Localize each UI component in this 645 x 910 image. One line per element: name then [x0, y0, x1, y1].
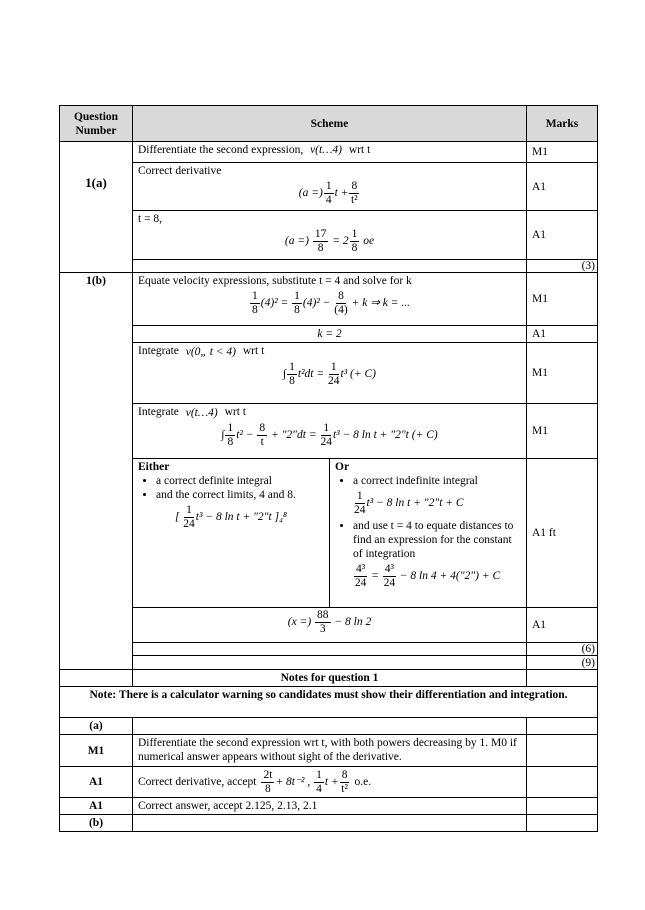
mark-scheme-table: [59, 105, 598, 832]
math-term: − 8 ln 2: [331, 616, 372, 629]
calculator-warning: Note: There is a calculator warning so candidates must show their differentiation and integration.: [60, 687, 598, 718]
note-mark: A1: [60, 767, 133, 798]
denominator: 4: [325, 194, 332, 206]
math-expression: [310, 143, 342, 157]
empty-cell: [527, 735, 598, 767]
math-term: t³ (+ C): [340, 367, 376, 380]
empty-cell: [133, 718, 527, 735]
scheme-cell: [133, 142, 527, 163]
math-term: v(t…4): [185, 406, 218, 419]
fraction: [183, 504, 195, 531]
empty-cell: [527, 798, 598, 815]
mark-cell: A1: [527, 163, 598, 211]
mark-cell: M1: [527, 404, 598, 459]
math-term: = 2: [329, 235, 349, 248]
scheme-cell: [133, 608, 527, 643]
math-term: ∫: [221, 428, 225, 441]
fraction: [383, 563, 396, 590]
mark-cell: A1: [527, 326, 598, 343]
math-term: t³ − 8 ln t + "2"t ]₄⁸: [195, 511, 288, 524]
numerator: 8: [338, 290, 344, 302]
scheme-text: Integrate: [138, 345, 179, 358]
fraction: [314, 769, 324, 796]
empty-cell: [133, 815, 527, 832]
math-term: v(0„ t < 4): [185, 345, 236, 358]
mark-cell: M1: [527, 273, 598, 326]
scheme-text: wrt t: [224, 406, 246, 419]
math-expression: [138, 290, 521, 317]
math-term: k = 2: [317, 328, 342, 341]
fraction: [324, 180, 334, 207]
math-expression: [288, 609, 372, 636]
numerator: 1: [316, 768, 322, 781]
note-text: Differentiate the second expression wrt t, with both powers decreasing by 1. M0 if numerical answer appears without sight of the derivative.: [133, 735, 527, 767]
notes-title: Notes for question 1: [133, 670, 527, 687]
denominator: 24: [183, 518, 195, 531]
math-term: [: [174, 511, 183, 524]
fraction: [225, 422, 235, 449]
scheme-cell: [133, 404, 527, 459]
numerator: 4³: [384, 563, 394, 576]
empty-cell: [133, 656, 527, 670]
fraction: [292, 290, 302, 317]
fraction: [261, 769, 274, 796]
math-term: t³ − 8 ln t + "2"t + C: [366, 497, 464, 510]
scheme-text: Equate velocity expressions, substitute t = 4 and solve for k: [138, 275, 412, 287]
either-bullet: • and the correct limits, 4 and 8.: [156, 488, 324, 502]
numerator: 8: [259, 421, 266, 434]
math-expression: [138, 361, 521, 388]
header-marks: Marks: [527, 106, 598, 142]
numerator: 8: [341, 768, 348, 781]
header-scheme: Scheme: [133, 106, 527, 142]
denominator: 24: [328, 374, 340, 387]
either-bullet: • a correct definite integral: [156, 474, 324, 488]
mark-cell: A1: [527, 211, 598, 260]
note-text: Correct derivative, accept: [138, 776, 257, 788]
or-title: Or: [335, 461, 350, 474]
numerator: 4³: [356, 563, 366, 576]
math-expression: [186, 345, 236, 359]
subtotal-1b: (6): [527, 643, 598, 656]
numerator: 8: [351, 180, 358, 192]
math-term: + "2"dt =: [268, 428, 320, 441]
grand-total: (9): [527, 656, 598, 670]
denominator: 8: [351, 242, 358, 254]
fraction: [350, 228, 360, 255]
question-label-1b: 1(b): [60, 273, 133, 670]
math-term: (4)² =: [260, 297, 292, 310]
scheme-cell: [133, 343, 527, 404]
note-text: o.e.: [354, 776, 372, 788]
fraction: [257, 422, 267, 449]
empty-cell: [527, 670, 598, 687]
denominator: t²: [341, 782, 348, 795]
note-cell: [133, 767, 527, 798]
fraction: [287, 361, 297, 388]
fraction: [349, 180, 359, 207]
numerator: 88: [317, 609, 329, 622]
scheme-text: t = 8,: [138, 213, 163, 225]
denominator: 4: [316, 782, 322, 795]
or-method: [330, 459, 527, 607]
subtotal-1a: (3): [527, 260, 598, 273]
math-term: t²dt =: [297, 367, 328, 380]
math-term: ∫: [283, 367, 287, 380]
empty-cell: [133, 643, 527, 656]
scheme-text: wrt t: [348, 144, 371, 156]
empty-cell: [527, 718, 598, 735]
denominator: 8: [294, 304, 300, 316]
math-term: t² −: [236, 428, 257, 441]
scheme-text: Integrate: [138, 406, 179, 419]
numerator: 17: [314, 228, 327, 240]
or-bullet: • a correct indefinite integral: [353, 474, 521, 488]
numerator: 1: [323, 421, 330, 434]
math-expression: [335, 563, 521, 590]
fraction: [313, 228, 329, 255]
math-term: + k ⇒ k = ...: [348, 297, 410, 310]
note-mark: A1: [60, 798, 133, 815]
mark-cell: M1: [527, 343, 598, 404]
denominator: 8: [265, 782, 271, 795]
scheme-cell: [133, 211, 527, 260]
numerator: 2t: [263, 768, 273, 781]
either-or-split: [133, 459, 526, 607]
math-term: (a =): [284, 235, 312, 248]
math-expression: [138, 228, 521, 255]
scheme-text: wrt t: [242, 345, 265, 358]
mark-cell: M1: [527, 142, 598, 163]
denominator: 24: [354, 504, 366, 517]
numerator: 1: [289, 360, 295, 373]
math-term: + 8t⁻² ,: [275, 776, 314, 788]
denominator: 24: [320, 435, 332, 448]
math-expression: [138, 422, 521, 449]
math-expression: [138, 180, 521, 207]
math-term: (a =): [298, 187, 323, 200]
note-text: Correct answer, accept 2.125, 2.13, 2.1: [133, 798, 527, 815]
math-term: t³ − 8 ln t + "2"t (+ C): [332, 428, 438, 441]
math-expression: [260, 769, 350, 796]
scheme-cell: [133, 163, 527, 211]
denominator: t²: [350, 194, 358, 206]
math-term: t +: [324, 776, 339, 788]
denominator: 8: [227, 435, 234, 448]
denominator: (4): [334, 304, 348, 316]
either-title: Either: [138, 461, 170, 474]
fraction: [315, 609, 331, 636]
math-term: v(t…4): [310, 144, 343, 157]
fraction: [340, 769, 350, 796]
fraction: [250, 290, 260, 317]
denominator: t: [260, 435, 264, 448]
notes-part-a-label: (a): [60, 718, 133, 735]
empty-cell: [60, 670, 133, 687]
numerator: 1: [330, 360, 337, 373]
math-term: (x =): [287, 616, 315, 629]
denominator: 24: [354, 577, 367, 590]
math-term: =: [368, 570, 382, 583]
denominator: 24: [383, 577, 396, 590]
fraction: [354, 490, 366, 517]
math-term: oe: [360, 235, 375, 248]
empty-cell: [527, 815, 598, 832]
math-expression: [317, 327, 341, 341]
mark-cell: A1 ft: [527, 459, 598, 608]
denominator: 8: [317, 242, 324, 254]
question-label-1a: 1(a): [60, 142, 133, 273]
numerator: 1: [186, 504, 192, 517]
numerator: 1: [351, 228, 358, 240]
numerator: 1: [294, 290, 300, 302]
either-method: [133, 459, 330, 607]
scheme-text: Differentiate the second expression,: [138, 144, 304, 156]
empty-cell: [133, 260, 527, 273]
scheme-text: Correct derivative: [138, 165, 222, 177]
or-bullet: • and use t = 4 to equate distances to find an expression for the constant of integration: [353, 519, 521, 561]
denominator: 8: [289, 374, 295, 387]
numerator: 1: [356, 490, 363, 503]
note-mark: M1: [60, 735, 133, 767]
header-question-number: Question Number: [60, 106, 133, 142]
scheme-cell: [133, 273, 527, 326]
denominator: 8: [252, 304, 258, 316]
numerator: 1: [227, 421, 234, 434]
fraction: [354, 563, 367, 590]
fraction: [320, 422, 332, 449]
math-term: (4)² −: [302, 297, 334, 310]
math-expression: [186, 406, 218, 420]
either-or-cell: [133, 459, 527, 608]
fraction: [328, 361, 340, 388]
fraction: [334, 290, 347, 317]
math-term: t +: [334, 187, 349, 200]
math-expression: [335, 490, 521, 517]
numerator: 1: [325, 180, 332, 192]
denominator: 3: [319, 623, 326, 636]
empty-cell: [527, 767, 598, 798]
numerator: 1: [252, 290, 258, 302]
math-term: − 8 ln 4 + 4("2") + C: [396, 570, 501, 583]
scheme-cell: [133, 326, 527, 343]
math-expression: [138, 504, 324, 531]
mark-cell: A1: [527, 608, 598, 643]
notes-part-b-label: (b): [60, 815, 133, 832]
